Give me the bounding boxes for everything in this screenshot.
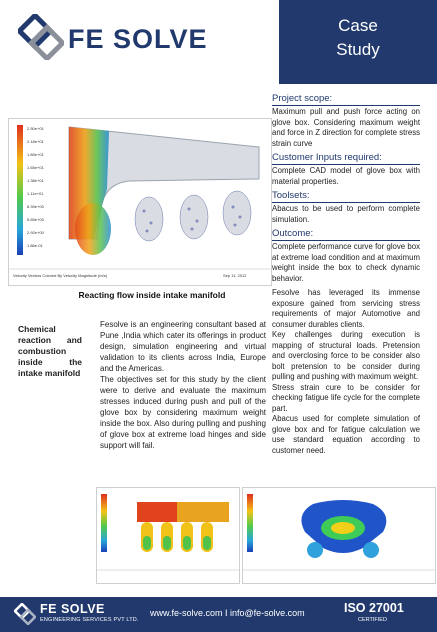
section-title-project-scope: Project scope: (272, 93, 420, 106)
details-paragraph: Abacus used for complete simulation of glove box and for fatigue calculation we use standard equation according to customer need. (272, 414, 420, 455)
legend-value: 1.38e+01 (27, 178, 44, 183)
footer-contact-links[interactable]: www.fe-solve.com I info@fe-solve.com (150, 608, 305, 618)
section-body-customer-inputs: Complete CAD model of glove box with material properties. (272, 166, 420, 186)
legend-value: 8.39e+00 (27, 204, 44, 209)
legend-value: 1.86e-01 (27, 243, 43, 248)
section-title-outcome: Outcome: (272, 228, 420, 241)
iso-certification: ISO 27001 (344, 601, 404, 615)
iso-certified-label: CERTIFIED (358, 617, 387, 623)
legend-value: 2.92e+00 (27, 230, 44, 235)
figure-footer-right: Sep 11, 2012 (223, 273, 247, 278)
intake-manifold-simulation-image (8, 118, 272, 286)
manifold-flow-illustration (9, 119, 271, 285)
section-title-customer-inputs: Customer Inputs required: (272, 152, 420, 165)
details-paragraph: Key challenges during execution is mapping of structural loads. Pretension and overclosing force to be consider also bolt pretension to be consider during pulling and pushing with maximum weight. (272, 330, 420, 381)
footer-brand-subtitle: ENGINEERING SERVICES PVT LTD. (40, 617, 139, 623)
brand-logo-text: FE SOLVE (68, 24, 208, 54)
legend-value: 1.89e+01 (27, 152, 44, 157)
legend-value: 1.11e+01 (27, 191, 44, 196)
intro-text (100, 319, 266, 451)
details-paragraph: Stress strain cure to be consider for checking fatigue life cycle for the complete part. (272, 382, 420, 413)
manifold-contour-illustration (97, 488, 239, 583)
intro-paragraph: Fesolve is an engineering consultant based at Pune ,India which cater its offerings in product design, simulation engineering and virtual validation to its clients across India, Europe and the Americas. (100, 320, 266, 373)
case-title-line1: Case (338, 16, 378, 35)
case-sections (272, 93, 420, 287)
section-body-outcome: Complete performance curve for glove box at extreme load condition and at maximum weight inside the box to check dynamic behavior. (272, 242, 420, 283)
footer-brand-text: FE SOLVE (40, 602, 105, 616)
figure-footer-left: Velocity Vectors Colored By Velocity Magnitude (m/s) (13, 273, 108, 278)
case-study-banner (279, 0, 437, 84)
section-body-toolsets: Abacus to be used to perform complete simulation. (272, 204, 420, 224)
section-body-project-scope: Maximum pull and push force acting on glove box. Considering maximum weight and force in Z direction for complete stress strain curve (272, 107, 420, 148)
legend-value: 1.65e+01 (27, 165, 44, 170)
details-paragraph: Fesolve has leveraged its immense exposure gained from servicing stress requirements of major Automotive and consumer durables clients. (272, 288, 420, 329)
objective-paragraph: The objectives set for this study by the client were to derive and evaluate the maximum stresses induced during push and pull of the glove box by considering maximum weight inside the box. Also during pulling and pushing of glove box at extreme load hinges and side support will fail. (100, 375, 266, 450)
legend-value: 5.65e+00 (27, 217, 44, 222)
footer-logo-icon (14, 603, 36, 625)
section-title-toolsets: Toolsets: (272, 190, 420, 203)
legend-value: 2.18e+01 (27, 139, 44, 144)
fe-solve-logo-icon (18, 14, 64, 60)
figure-caption: Reacting flow inside intake manifold (78, 290, 226, 300)
side-label: Chemical reaction and combustion inside the intake manifold (18, 324, 82, 378)
legend-value: 2.50e+01 (27, 126, 44, 131)
manifold-contour-illustration (243, 488, 435, 583)
velocity-legend (27, 122, 44, 252)
case-title-line2: Study (336, 40, 380, 59)
velocity-contour-image-2 (242, 487, 436, 584)
details-text (272, 288, 420, 456)
velocity-contour-image-1 (96, 487, 240, 584)
